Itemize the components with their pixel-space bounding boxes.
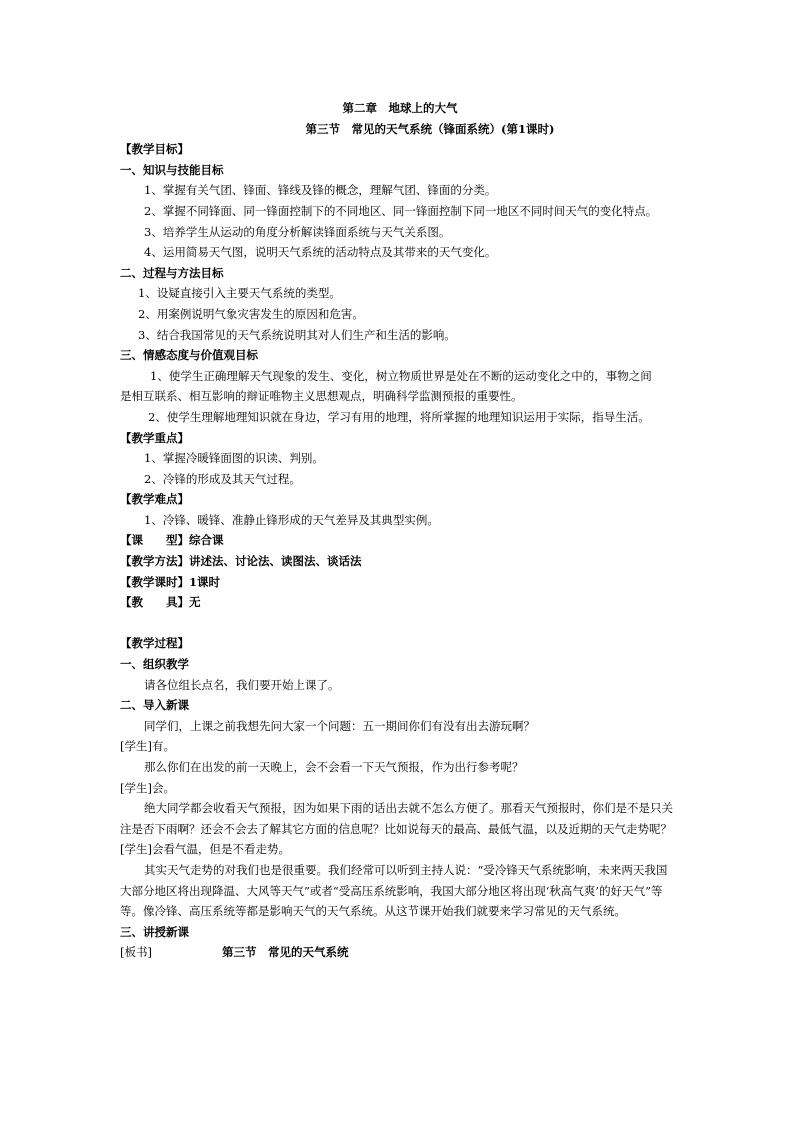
teacher-paragraph: 其实天气走势的对我们也是很重要。我们经常可以听到主持人说：“受冷锋天气系统影响，未来两天我国大部分地区将出现降温、大风等天气”或者“受高压系统影响，我国大部分地区将出现‘秋高气爽’的好天气”等等。像冷锋、高压系统等都是影响天气的天气系统。从这节课开始我们就要来学习常见的天气系统。 [120,862,668,919]
step1-heading: 一、组织教学 [120,657,189,672]
difficulty-heading: 【教学难点】 [120,492,189,507]
emotion-item-line: 1、使学生正确理解天气现象的发生、变化，树立物质世界是处在不断的运动变化之中的，事物之间 [150,368,652,383]
objectives-heading: 【教学目标】 [120,142,189,157]
student-answer: [学生]有。 [120,739,175,754]
key-item: 1、掌握冷暖锋面图的识读、判别。 [144,451,324,466]
key-heading: 【教学重点】 [120,430,189,445]
knowledge-heading: 一、知识与技能目标 [120,162,224,177]
section-title: 第三节 常见的天气系统（锋面系统）(第1课时) [305,121,555,136]
step2-heading: 二、导入新课 [120,698,189,713]
teaching-tools: 【教 具】无 [120,595,201,610]
chapter-title: 第二章 地球上的大气 [342,101,458,115]
step3-heading: 三、讲授新课 [120,924,189,939]
process-item: 1、设疑直接引入主要天气系统的类型。 [138,286,341,301]
board-line [120,942,680,963]
lesson-plan-page [120,98,680,963]
teacher-question: 同学们，上课之前我想先问大家一个问题：五一期间你们有没有出去游玩啊？ [144,718,535,733]
step1-text: 请各位组长点名，我们要开始上课了。 [144,677,340,692]
emotion-item-line: 是相互联系、相互影响的辩证唯物主义思想观点，明确科学监测预报的重要性。 [120,389,523,404]
knowledge-item: 3、培养学生从运动的角度分析解读锋面系统与天气关系图。 [144,224,451,239]
teaching-hours: 【教学课时】1课时 [120,574,221,589]
student-answer: [学生]会看气温，但是不看走势。 [120,842,290,857]
knowledge-item: 2、掌握不同锋面、同一锋面控制下的不同地区、同一锋面控制下同一地区不同时间天气的变化特点。 [144,203,658,218]
knowledge-item: 4、运用简易天气图，说明天气系统的活动特点及其带来的天气变化。 [144,245,497,260]
teacher-paragraph: 绝大同学都会收看天气预报，因为如果下雨的话出去就不怎么方便了。那看天气预报时，你们是不是只关注是否下雨啊？还会不会去了解其它方面的信息呢？比如说每天的最高、最低气温，以及近期的天气走势呢？ [120,801,673,836]
board-text: 第三节 常见的天气系统 [221,945,349,960]
emotion-item: 2、使学生理解地理知识就在身边，学习有用的地理，将所掌握的地理知识运用于实际，指导生活。 [148,409,650,424]
knowledge-item: 1、掌握有关气团、锋面、锋线及锋的概念，理解气团、锋面的分类。 [144,183,497,198]
lesson-type: 【课 型】综合课 [120,533,224,548]
process-heading: 二、过程与方法目标 [120,265,224,280]
board-label: [板书] [120,945,152,960]
process-main-heading: 【教学过程】 [120,636,189,651]
process-item: 3、结合我国常见的天气系统说明其对人们生产和生活的影响。 [138,327,456,342]
student-answer: [学生]会。 [120,780,175,795]
process-item: 2、用案例说明气象灾害发生的原因和危害。 [138,306,364,321]
key-item: 2、冷锋的形成及其天气过程。 [144,471,301,486]
emotion-heading: 三、情感态度与价值观目标 [120,348,258,363]
difficulty-item: 1、冷锋、暖锋、准静止锋形成的天气差异及其典型实例。 [144,512,439,527]
teaching-methods: 【教学方法】讲述法、讨论法、读图法、谈话法 [120,554,362,569]
teacher-question: 那么你们在出发的前一天晚上，会不会看一下天气预报，作为出行参考呢？ [144,760,524,774]
spacer [120,613,680,634]
